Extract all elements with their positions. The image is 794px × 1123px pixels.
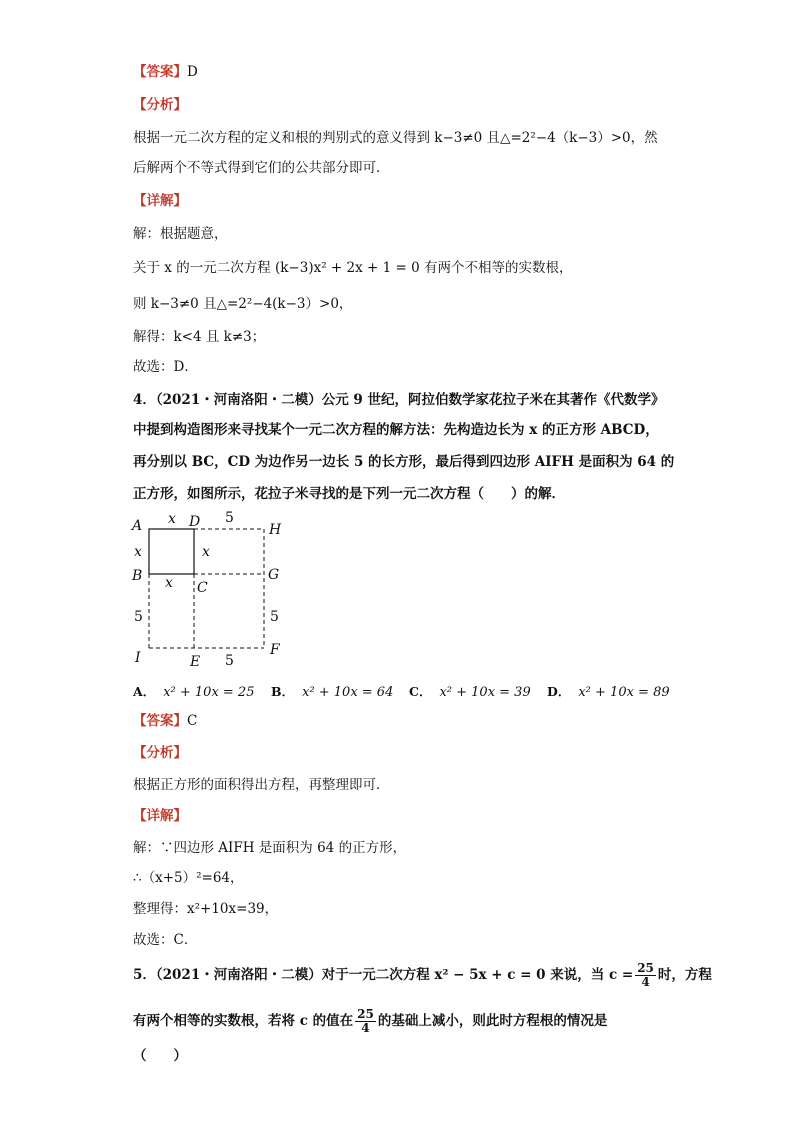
fraction-numerator: 25 bbox=[637, 961, 654, 975]
option-b-text: x² + 10x = 64 bbox=[302, 685, 394, 700]
label-5-top: 5 bbox=[225, 510, 234, 526]
label-F: F bbox=[270, 642, 280, 658]
q4-detail-line-1: 解：∵四边形 AIFH 是面积为 64 的正方形， bbox=[133, 840, 407, 856]
label-I: I bbox=[135, 650, 141, 666]
label-x-bottom: x bbox=[165, 575, 173, 591]
q5-stem-line-3: （ ） bbox=[133, 1048, 187, 1064]
q5-line1-suffix: 时，方程 bbox=[657, 967, 712, 983]
option-d-text: x² + 10x = 89 bbox=[578, 685, 670, 700]
detail-line-4: 解得：k<4 且 k≠3； bbox=[133, 329, 266, 345]
answer-value: D bbox=[187, 64, 198, 80]
detail-line-3: 则 k−3≠0 且△=2²−4(k−3）>0， bbox=[133, 296, 353, 312]
q5-stem-line-2 bbox=[133, 1008, 607, 1035]
detail-tag: 【详解】 bbox=[133, 193, 187, 209]
q3-answer-line bbox=[133, 62, 198, 82]
option-b[interactable] bbox=[271, 682, 393, 700]
q4-stem-line-3: 再分别以 BC，CD 为边作另一边长 5 的长方形，最后得到四边形 AIFH 是面积为 64 的 bbox=[133, 454, 675, 470]
geometry-figure bbox=[0, 510, 794, 670]
label-5-right: 5 bbox=[270, 609, 279, 625]
label-H: H bbox=[269, 522, 282, 538]
option-c[interactable] bbox=[409, 682, 531, 700]
q4-detail-line-2: ∴（x+5）²=64， bbox=[133, 870, 244, 886]
answer-tag: 【答案】 bbox=[133, 64, 187, 80]
option-a-key: A． bbox=[133, 684, 156, 699]
analysis-tag: 【分析】 bbox=[133, 97, 187, 113]
label-5-left: 5 bbox=[134, 609, 143, 625]
q5-stem-line-1 bbox=[133, 962, 712, 989]
option-d-key: D． bbox=[547, 684, 571, 699]
option-c-key: C． bbox=[409, 684, 432, 699]
analysis-tag: 【分析】 bbox=[133, 745, 187, 761]
q4-stem-line-4: 正方形，如图所示，花拉子米寻找的是下列一元二次方程（ ）的解． bbox=[133, 486, 565, 502]
q4-detail-line-4: 故选：C． bbox=[133, 932, 198, 948]
label-C: C bbox=[197, 580, 208, 596]
fraction-numerator: 25 bbox=[357, 1007, 374, 1021]
answer-tag: 【答案】 bbox=[133, 713, 187, 729]
q4-analysis: 根据正方形的面积得出方程，再整理即可． bbox=[133, 777, 390, 793]
answer-value: C bbox=[187, 713, 198, 729]
option-a[interactable] bbox=[133, 682, 254, 700]
option-c-text: x² + 10x = 39 bbox=[439, 685, 531, 700]
q4-answer-line bbox=[133, 711, 197, 731]
fraction-25-4 bbox=[635, 962, 656, 989]
fraction-denominator: 4 bbox=[361, 1021, 370, 1035]
q5-line2-suffix: 的基础上减小，则此时方程根的情况是 bbox=[377, 1013, 608, 1029]
detail-line-1: 解：根据题意， bbox=[133, 226, 228, 242]
fraction-25-4-b bbox=[355, 1008, 376, 1035]
label-x-top: x bbox=[168, 511, 176, 527]
label-x-inner: x bbox=[202, 544, 210, 560]
square-abcd bbox=[149, 529, 194, 574]
label-D: D bbox=[189, 514, 201, 530]
analysis-line-2: 后解两个不等式得到它们的公共部分即可． bbox=[133, 160, 390, 176]
option-a-text: x² + 10x = 25 bbox=[163, 685, 255, 700]
analysis-line-1: 根据一元二次方程的定义和根的判别式的意义得到 k−3≠0 且△=2²−4（k−3）>0，然 bbox=[133, 130, 658, 146]
label-B: B bbox=[132, 568, 143, 584]
label-G: G bbox=[268, 567, 280, 583]
q5-line1-text: 5．（2021・河南洛阳・二模）对于一元二次方程 x² − 5x + c = 0 来说，当 c = bbox=[133, 967, 634, 983]
detail-tag: 【详解】 bbox=[133, 808, 187, 824]
q4-stem-line-1: 4．（2021・河南洛阳・二模）公元 9 世纪，阿拉伯数学家花拉子米在其著作《代数学》 bbox=[133, 392, 665, 408]
q4-detail-line-3: 整理得：x²+10x=39， bbox=[133, 901, 279, 917]
option-d[interactable] bbox=[547, 682, 670, 700]
option-b-key: B． bbox=[271, 684, 295, 699]
detail-line-2: 关于 x 的一元二次方程 (k−3)x² + 2x + 1 = 0 有两个不相等的实数根， bbox=[133, 260, 573, 276]
q4-stem-line-2: 中提到构造图形来寻找某个一元二次方程的解方法：先构造边长为 x 的正方形 ABCD， bbox=[133, 422, 659, 438]
q5-line2-text: 有两个相等的实数根，若将 c 的值在 bbox=[133, 1013, 354, 1029]
label-E: E bbox=[190, 654, 201, 670]
label-A: A bbox=[132, 518, 143, 534]
label-5-bottom: 5 bbox=[225, 653, 234, 669]
detail-line-5: 故选：D． bbox=[133, 359, 198, 375]
fraction-denominator: 4 bbox=[641, 975, 650, 989]
label-x-left: x bbox=[134, 544, 142, 560]
